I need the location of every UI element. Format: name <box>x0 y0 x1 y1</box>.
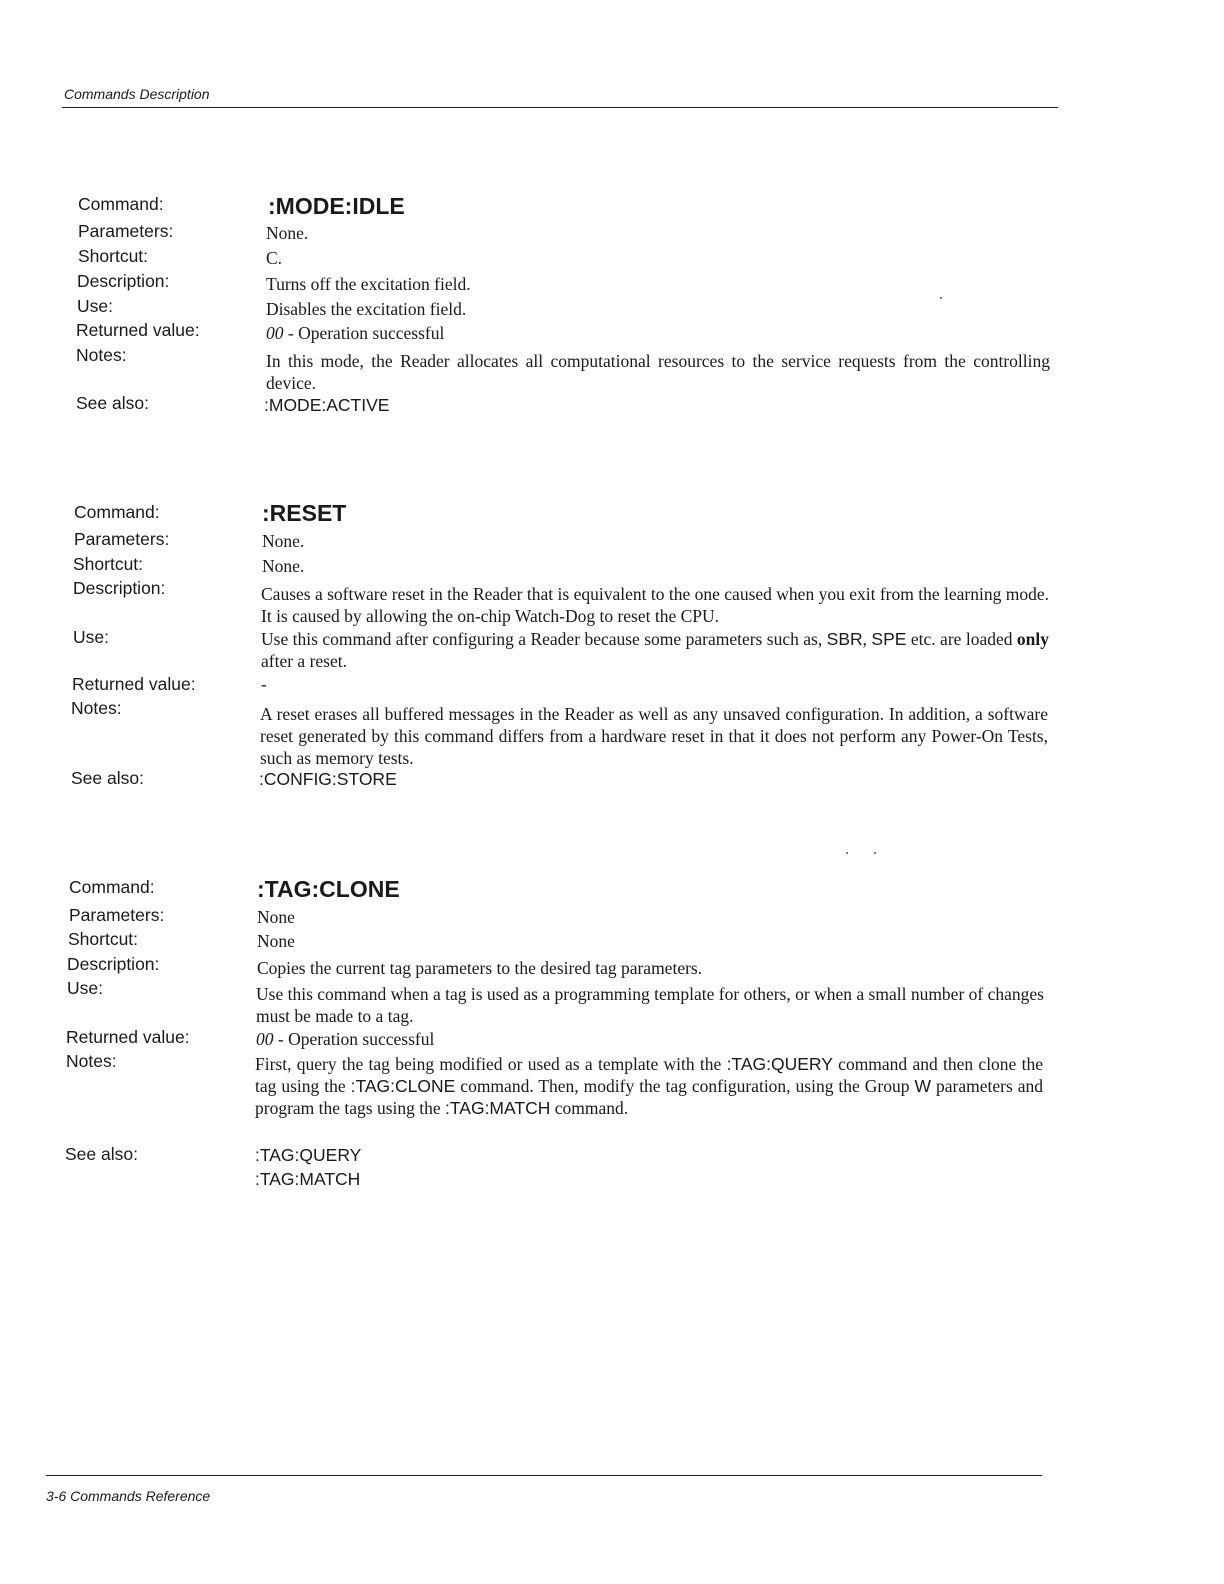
description-value: Copies the current tag parameters to the desired tag parameters. <box>257 958 703 978</box>
label-shortcut: Shortcut: <box>68 929 139 949</box>
return-code: 00 <box>266 323 284 343</box>
notes-command-ref: :TAG:MATCH <box>445 1098 551 1118</box>
use-param-code: SPE <box>871 629 907 649</box>
scan-speck <box>846 852 848 854</box>
returned-value <box>256 1028 434 1050</box>
label-returned-value: Returned value: <box>72 674 196 694</box>
shortcut-value: None. <box>262 556 305 576</box>
label-parameters: Parameters: <box>69 905 165 925</box>
label-use: Use: <box>67 978 103 998</box>
notes-value <box>255 1053 1043 1119</box>
parameters-value: None <box>257 907 295 927</box>
scan-speck <box>940 297 942 299</box>
use-param-code: SBR <box>826 629 863 649</box>
return-code: 00 <box>256 1029 274 1049</box>
use-text: after a reset. <box>261 651 347 671</box>
description-value: Causes a software reset in the Reader that is equivalent to the one caused when you exit from the learning mode. It is caused by allowing the on-chip Watch-Dog to reset the CPU. <box>261 584 1049 626</box>
use-value <box>261 628 1049 672</box>
label-returned-value: Returned value: <box>66 1027 190 1047</box>
label-notes: Notes: <box>76 345 127 365</box>
label-shortcut: Shortcut: <box>78 246 149 266</box>
label-description: Description: <box>77 271 170 291</box>
see-also-link[interactable]: :MODE:ACTIVE <box>264 395 390 415</box>
label-notes: Notes: <box>71 698 122 718</box>
label-command: Command: <box>78 194 164 214</box>
label-see-also: See also: <box>71 768 144 788</box>
label-parameters: Parameters: <box>74 529 170 549</box>
return-text: - Operation successful <box>283 323 445 343</box>
scan-speck <box>874 852 876 854</box>
use-value: Use this command when a tag is used as a programming template for others, or when a small number of changes must be made to a tag. <box>256 984 1044 1026</box>
notes-text: command. <box>550 1098 629 1118</box>
label-use: Use: <box>77 296 113 316</box>
label-command: Command: <box>69 877 155 897</box>
parameters-value: None. <box>266 223 309 243</box>
return-text: - Operation successful <box>273 1029 435 1049</box>
footer-page-label: 3-6 Commands Reference <box>46 1488 211 1504</box>
use-text: etc. are loaded <box>906 629 1017 649</box>
label-notes: Notes: <box>66 1051 117 1071</box>
description-value: Turns off the excitation field. <box>266 274 471 294</box>
returned-value <box>266 322 444 344</box>
command-name: :MODE:IDLE <box>268 193 405 219</box>
returned-value: - <box>261 674 267 694</box>
parameters-value: None. <box>262 531 305 551</box>
footer-divider <box>46 1475 1042 1476</box>
header-divider <box>62 107 1058 108</box>
label-description: Description: <box>67 954 160 974</box>
use-text: , <box>862 629 872 649</box>
shortcut-value: None <box>257 931 295 951</box>
shortcut-value: C. <box>266 248 283 268</box>
use-value: Disables the excitation field. <box>266 299 467 319</box>
notes-value: In this mode, the Reader allocates all computational resources to the service requests from the controlling device. <box>266 351 1050 393</box>
label-command: Command: <box>74 502 160 522</box>
label-parameters: Parameters: <box>78 221 174 241</box>
label-shortcut: Shortcut: <box>73 554 144 574</box>
label-see-also: See also: <box>76 393 149 413</box>
label-returned-value: Returned value: <box>76 320 200 340</box>
command-name: :TAG:CLONE <box>257 876 400 902</box>
notes-group-ref: W <box>914 1076 932 1096</box>
label-use: Use: <box>73 627 109 647</box>
notes-command-ref: :TAG:QUERY <box>726 1054 833 1074</box>
header-title: Commands Description <box>64 86 210 102</box>
label-description: Description: <box>73 578 166 598</box>
see-also-link[interactable]: :TAG:QUERY <box>255 1145 362 1165</box>
notes-command-ref: :TAG:CLONE <box>350 1076 456 1096</box>
see-also-link[interactable]: :TAG:MATCH <box>255 1169 361 1189</box>
notes-text: command and then clone the tag using the <box>255 1054 1043 1096</box>
use-emphasis: only <box>1016 629 1050 649</box>
notes-text: parameters and program the tags using the <box>255 1076 1043 1118</box>
label-see-also: See also: <box>65 1144 138 1164</box>
notes-value: A reset erases all buffered messages in the Reader as well as any unsaved configuration. In addition, a software reset generated by this command differs from a hardware reset in that it does not perform any Power-On Tests, such as memory tests. <box>260 704 1048 768</box>
notes-text: command. Then, modify the tag configuration, using the Group <box>455 1076 915 1096</box>
command-name: :RESET <box>262 500 347 526</box>
notes-text: First, query the tag being modified or used as a template with the <box>255 1054 727 1074</box>
see-also-link[interactable]: :CONFIG:STORE <box>259 769 397 789</box>
use-text: Use this command after configuring a Reader because some parameters such as, <box>261 629 827 649</box>
